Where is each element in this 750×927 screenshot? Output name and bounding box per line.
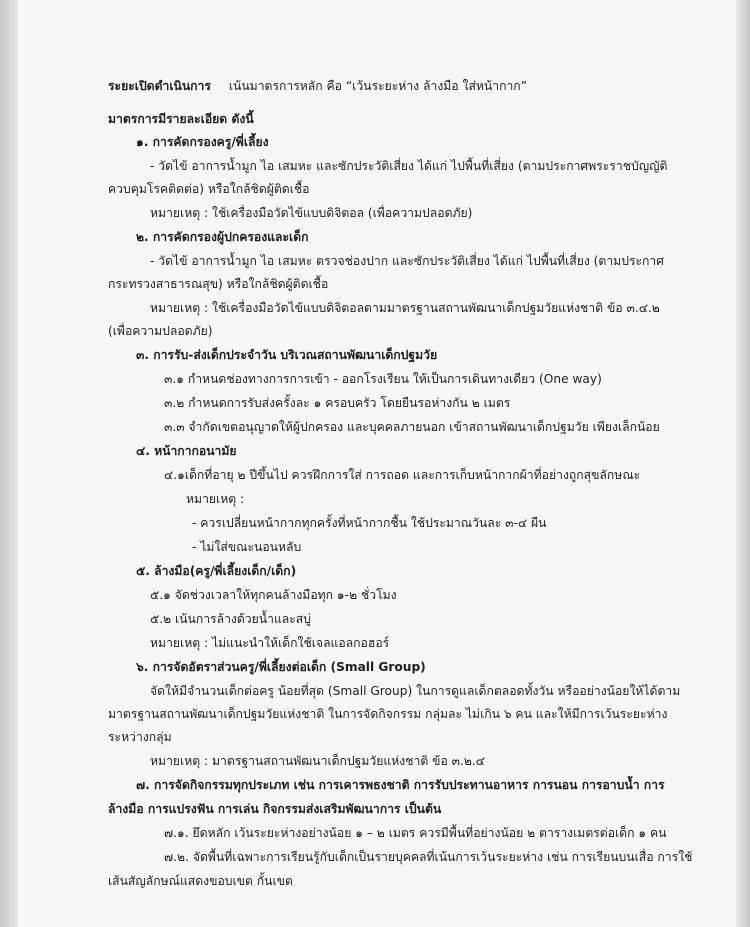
section-4-note-2: - ไม่ใส่ขณะนอนหลับ bbox=[192, 540, 302, 554]
section-5-item-1: ๕.๑ จัดช่วงเวลาให้ทุกคนล้างมือทุก ๑-๒ ชั่วโมง bbox=[150, 588, 397, 602]
section-5-note: หมายเหตุ : ไม่แนะนำให้เด็กใช้เจลแอลกอฮอร์ bbox=[150, 636, 390, 650]
section-2-line-1: - วัดไข้ อาการน้ำมูก ไอ เสมหะ ตรวจช่องปาก และซักประวัติเสี่ยง ได้แก่ ไปพื้นที่เสี่ยง (ตามประกาศ bbox=[150, 254, 664, 268]
section-1-heading: ๑. การคัดกรองครู/พี่เลี้ยง bbox=[136, 135, 269, 149]
section-7-item-2: ๗.๒. จัดพื้นที่เฉพาะการเรียนรู้กับเด็กเป็นรายบุคคลที่เน้นการเว้นระยะห่าง เช่น การเรียนบนเสื่อ การใช้ bbox=[164, 850, 693, 864]
section-5-item-2: ๕.๒ เน้นการล้างด้วยน้ำและสบู่ bbox=[150, 612, 311, 626]
section-7-heading: ๗. การจัดกิจกรรมทุกประเภท เช่น การเคารพธงชาติ การรับประทานอาหาร การนอน การอาบน้ำ การ bbox=[136, 778, 665, 792]
section-1-line-1: - วัดไข้ อาการน้ำมูก ไอ เสมหะ และซักประวัติเสี่ยง ได้แก่ ไปพื้นที่เสี่ยง (ตามประกาศพระราชบัญญัติ bbox=[150, 159, 668, 173]
section-4-heading: ๔. หน้ากากอนามัย bbox=[136, 444, 237, 458]
section-4-note-1: - ควรเปลี่ยนหน้ากากทุกครั้งที่หน้ากากชื้น ใช้ประมาณวันละ ๓-๔ ผืน bbox=[192, 516, 547, 530]
section-4-item-1: ๔.๑เด็กที่อายุ ๒ ปีขึ้นไป ควรฝึกการใส่ การถอด และการเก็บหน้ากากผ้าที่อย่างถูกสุขลักษณะ bbox=[164, 468, 641, 482]
section-6-line-3: ระหว่างกลุ่ม bbox=[108, 730, 172, 744]
page-shadow-right bbox=[736, 0, 750, 927]
header-line bbox=[108, 78, 527, 94]
section-6-line-2: มาตรฐานสถานพัฒนาเด็กปฐมวัยแห่งชาติ ในการจัดกิจกรรม กลุ่มละ ไม่เกิน ๖ คน และให้มีการเว้นระยะห่าง bbox=[108, 707, 668, 721]
section-1-note: หมายเหตุ : ใช้เครื่องมือวัดไข้แบบดิจิตอล (เพื่อความปลอดภัย) bbox=[150, 206, 473, 220]
section-2-note: หมายเหตุ : ใช้เครื่องมือวัดไข้แบบดิจิตอลตามมาตรฐานสถานพัฒนาเด็กปฐมวัยแห่งชาติ ข้อ ๓.๔.๒ bbox=[150, 301, 660, 315]
section-3-item-2: ๓.๒ กำหนดการรับส่งครั้งละ ๑ ครอบครัว โดยยืนรอห่างกัน ๒ เมตร bbox=[164, 396, 511, 410]
section-2-line-2: กระทรวงสาธารณสุข) หรือใกล้ชิดผู้ติดเชื้อ bbox=[108, 277, 329, 291]
intro-line: มาตรการมีรายละเอียด ดังนี้ bbox=[108, 112, 254, 126]
section-7-heading-cont: ล้างมือ การแปรงฟัน การเล่น กิจกรรมส่งเสริมพัฒนาการ เป็นต้น bbox=[108, 802, 442, 816]
section-6-line-1: จัดให้มีจำนวนเด็กต่อครู น้อยที่สุด (Small Group) ในการดูแลเด็กตลอดทั้งวัน หรืออย่างน้อยให้ได้ตาม bbox=[150, 684, 681, 698]
section-7-item-2-cont: เส้นสัญลักษณ์แสดงขอบเขต กั้นเขต bbox=[108, 874, 293, 888]
section-7-item-1: ๗.๑. ยึดหลัก เว้นระยะห่างอย่างน้อย ๑ – ๒ เมตร ควรมีพื้นที่อย่างน้อย ๒ ตารางเมตรต่อเด็ก ๑ คน bbox=[164, 826, 667, 840]
section-3-heading: ๓. การรับ-ส่งเด็กประจำวัน บริเวณสถานพัฒนาเด็กปฐมวัย bbox=[136, 348, 438, 362]
section-2-heading: ๒. การคัดกรองผู้ปกครองและเด็ก bbox=[136, 230, 309, 244]
section-6-note: หมายเหตุ : มาตรฐานสถานพัฒนาเด็กปฐมวัยแห่งชาติ ข้อ ๓.๒.๔ bbox=[150, 754, 486, 768]
section-4-note-label: หมายเหตุ : bbox=[186, 492, 245, 506]
section-1-line-2: ควบคุมโรคติดต่อ) หรือใกล้ชิดผู้ติดเชื้อ bbox=[108, 182, 310, 196]
section-3-item-1: ๓.๑ กำหนดช่องทางการการเข้า - ออกโรงเรียน ให้เป็นการเดินทางเดียว (One way) bbox=[164, 372, 602, 386]
header-label: ระยะเปิดดำเนินการ bbox=[108, 79, 211, 93]
section-3-item-3: ๓.๓ จำกัดเขตอนุญาตให้ผู้ปกครอง และบุคคลภายนอก เข้าสถานพัฒนาเด็กปฐมวัย เพียงเล็กน้อย bbox=[164, 420, 660, 434]
section-2-note-cont: (เพื่อความปลอดภัย) bbox=[108, 324, 213, 338]
section-5-heading: ๕. ล้างมือ(ครู/พี่เลี้ยงเด็ก/เด็ก) bbox=[136, 564, 297, 578]
section-6-heading: ๖. การจัดอัตราส่วนครู/พี่เลี้ยงต่อเด็ก (Small Group) bbox=[136, 660, 426, 674]
document-page bbox=[18, 0, 736, 927]
header-text: เน้นมาตรการหลัก คือ “เว้นระยะห่าง ล้างมือ ใส่หน้ากาก” bbox=[228, 79, 528, 93]
page-shadow-left bbox=[0, 0, 18, 927]
